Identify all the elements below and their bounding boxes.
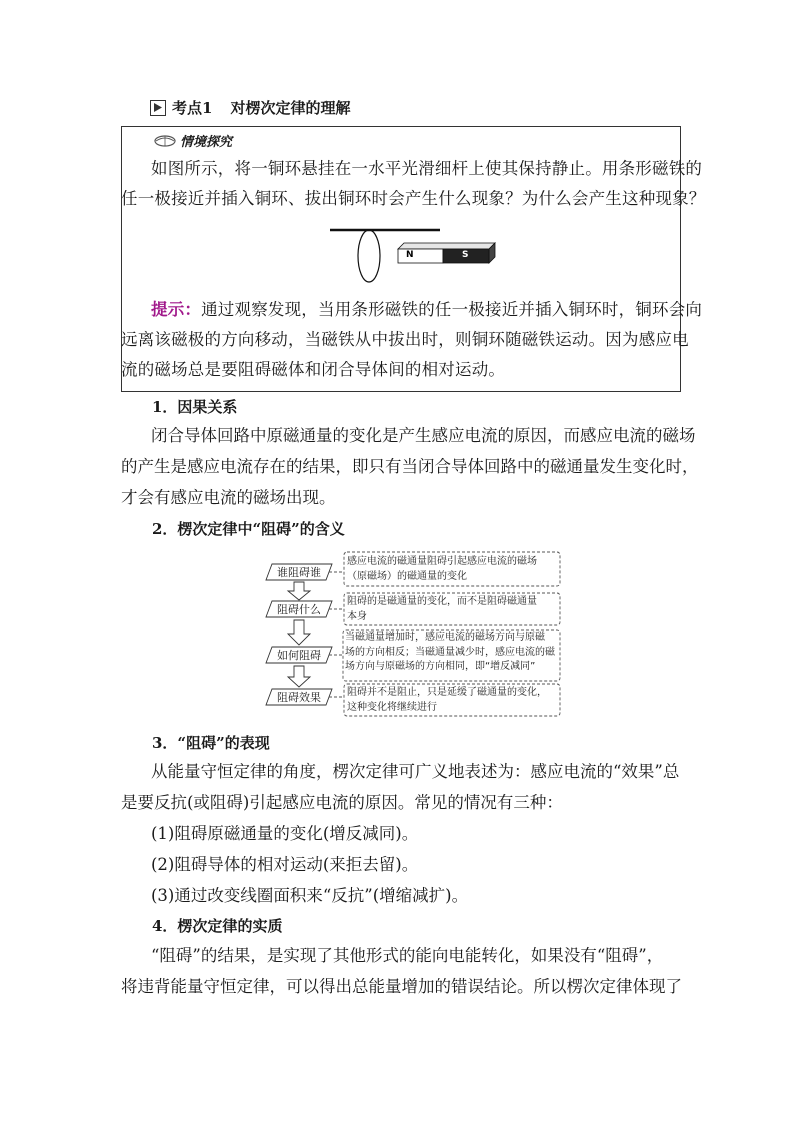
scenario-answer-line-1 [151, 296, 702, 325]
answer-text-1: 通过观察发现，当用条形磁铁的任一极接近并插入铜环时，铜环会向 [201, 300, 703, 319]
flow-text-4: 阻碍并不是阻止，只是延缓了磁通量的变化， 这种变化将继续进行 [347, 687, 547, 713]
magnet-s-label: S [462, 250, 469, 260]
section-heading [150, 97, 350, 118]
point-3-line-1: 从能量守恒定律的角度，楞次定律可广义地表述为：感应电流的“效果”总 [151, 762, 680, 781]
flow-label-4: 阻碍效果 [277, 691, 321, 704]
hint-label: 提示： [151, 300, 202, 319]
point-2-title: 2．楞次定律中“阻碍”的含义 [152, 520, 345, 538]
section-label: 考点1 [172, 99, 213, 117]
copper-ring [358, 230, 380, 282]
point-3-line-2: 是要反抗(或阻碍)引起感应电流的原因。常见的情况有三种： [121, 793, 563, 812]
flow-label-2: 阻碍什么 [277, 603, 321, 616]
section-title: 对楞次定律的理解 [230, 99, 351, 117]
point-1-title: 1．因果关系 [152, 398, 238, 416]
point-4-title: 4．楞次定律的实质 [152, 917, 283, 935]
scenario-tag-label: 情境探究 [180, 135, 233, 150]
down-arrow-icon [288, 666, 310, 687]
point-1-line-3: 才会有感应电流的磁场出现。 [121, 488, 336, 507]
scenario-question-line-1: 如图所示，将一铜环悬挂在一水平光滑细杆上使其保持静止。用条形磁铁的 [151, 159, 703, 178]
point-3-line-5: (3)通过改变线圈面积来“反抗”(增缩减扩)。 [151, 886, 469, 905]
scenario-tag [153, 131, 232, 150]
down-arrow-icon [288, 620, 310, 645]
point-3-line-3: (1)阻碍原磁通量的变化(增反减同)。 [151, 824, 419, 843]
point-1-line-1: 闭合导体回路中原磁通量的变化是产生感应电流的原因，而感应电流的磁场 [151, 426, 696, 445]
flow-text-3: 当磁通量增加时，感应电流的磁场方向与原磁 场的方向相反；当磁通量减少时，感应电流的磁 场方向与原磁场的方向相同，即“增反减同” [345, 632, 555, 672]
scenario-answer-line-3: 流的磁场总是要阻碍磁体和闭合导体间的相对运动。 [121, 360, 506, 379]
scenario-answer-line-2: 远离该磁极的方向移动，当磁铁从中拔出时，则铜环随磁铁运动。因为感应电 [121, 330, 689, 349]
explore-leaf-icon [153, 134, 177, 148]
point-4-line-1: “阻碍”的结果，是实现了其他形式的能向电能转化，如果没有“阻碍”， [151, 946, 664, 965]
point-1-line-2: 的产生是感应电流存在的结果，即只有当闭合导体回路中的磁通量发生变化时， [121, 457, 699, 476]
scenario-question-line-2: 任一极接近并插入铜环、拔出铜环时会产生什么现象？为什么会产生这种现象？ [121, 189, 706, 208]
flow-text-1: 感应电流的磁通量阻碍引起感应电流的磁场 （原磁场）的磁通量的变化 [347, 556, 537, 582]
play-triangle-icon [150, 100, 166, 116]
point-4-line-2: 将违背能量守恒定律，可以得出总能量增加的错误结论。所以楞次定律体现了 [121, 977, 682, 996]
point-3-line-4: (2)阻碍导体的相对运动(来拒去留)。 [151, 855, 419, 874]
point-3-title: 3．“阻碍”的表现 [152, 734, 270, 752]
down-arrow-icon [288, 582, 310, 600]
ring-magnet-figure [325, 224, 505, 286]
flow-label-1: 谁阻碍谁 [277, 566, 321, 579]
magnet-n-label: N [406, 250, 414, 260]
flow-text-2: 阻碍的是磁通量的变化，而不是阻碍磁通量 本身 [347, 596, 537, 622]
flow-label-3: 如何阻碍 [277, 649, 321, 662]
